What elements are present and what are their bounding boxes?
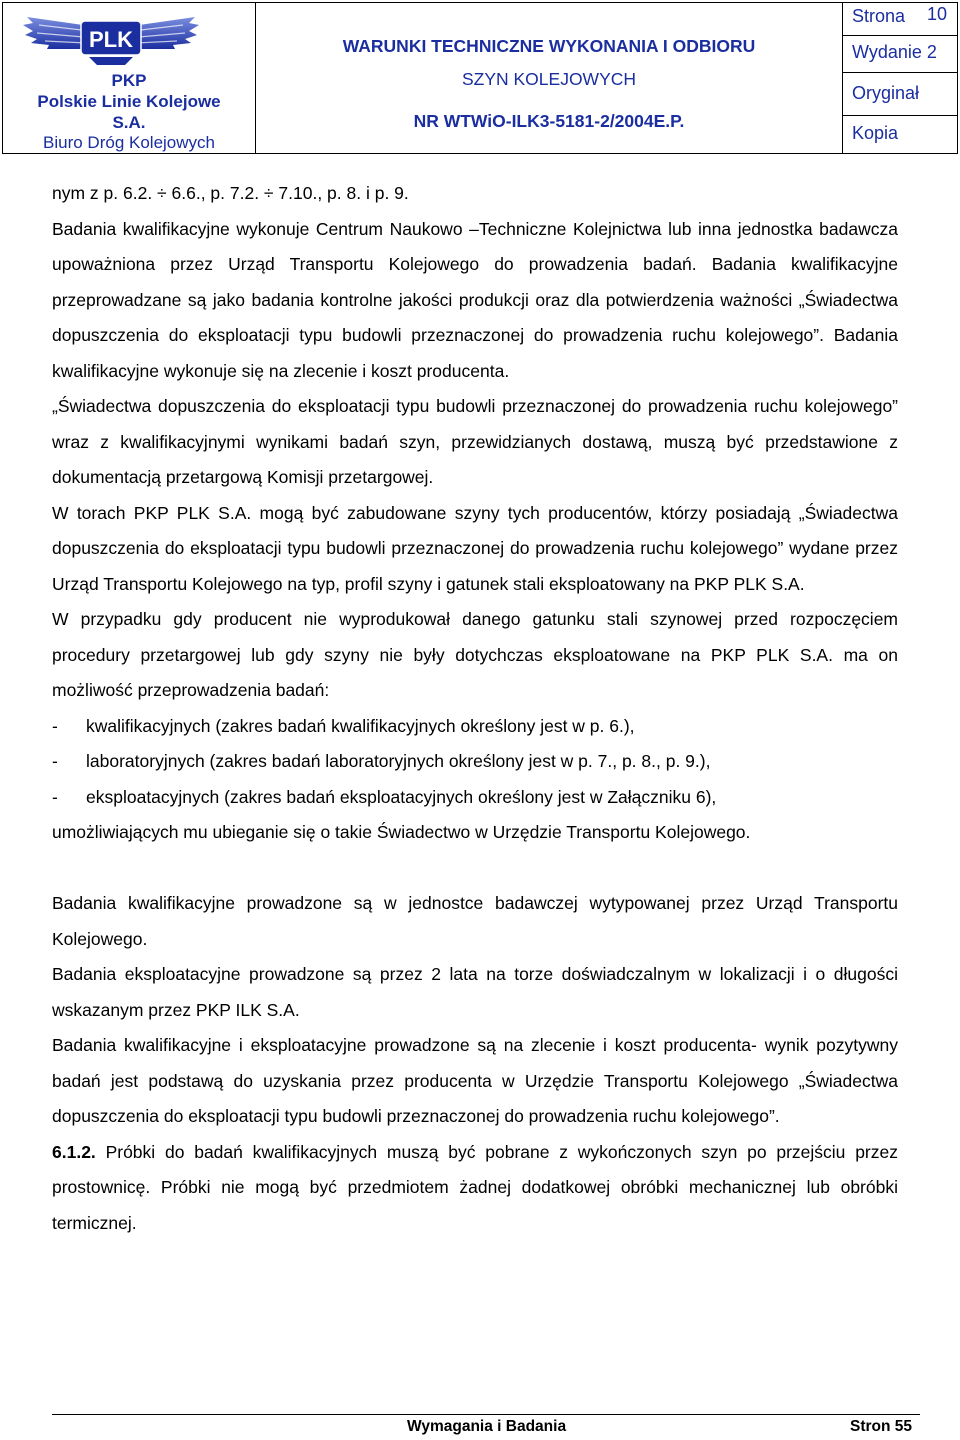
original-info: [843, 73, 957, 116]
list-dash: -: [52, 715, 58, 736]
paragraph-9: Badania kwalifikacyjne i eksploatacyjne prowadzone są na zlecenie i koszt producenta- wynik pozytywny badań jest podstawą do uzyskania przez producenta w Urzędzie Transportu Kolejowego „Świadectwa dopuszczenia do eksploatacji typu budowli przeznaczonej do prowadzenia ruchu kolejowego”.: [52, 1035, 898, 1126]
header-meta-cell: [843, 3, 957, 153]
paragraph-2: Badania kwalifikacyjne wykonuje Centrum Naukowo –Techniczne Kolejnictwa lub inna jednostka badawcza upoważniona przez Urząd Transportu Kolejowego do prowadzenia badań. Badania kwalifikacyjne przeprowadzane są jako badania kontrolne jakości produkcji oraz dla potwierdzenia ważności „Świadectwa dopuszczenia do eksploatacji typu budowli przeznaczonej do prowadzenia ruchu kolejowego”. Badania kwalifikacyjne wykonuje się na zlecenie i koszt producenta.: [52, 218, 898, 381]
org-full-name: Polskie Linie Kolejowe: [37, 92, 221, 111]
edition-label: Wydanie 2: [852, 42, 937, 62]
copy-info: [843, 116, 957, 153]
section-6-1-2: [52, 1135, 898, 1242]
paragraph-6: umożliwiających mu ubieganie się o takie Świadectwo w Urzędzie Transportu Kolejowego.: [52, 822, 751, 842]
list-item-text: kwalifikacyjnych (zakres badań kwalifikacyjnych określony jest w p. 6.),: [86, 715, 635, 736]
document-title-line1: WARUNKI TECHNICZNE WYKONANIA I ODBIORU: [342, 36, 756, 56]
paragraph-4: W torach PKP PLK S.A. mogą być zabudowane szyny tych producentów, którzy posiadają „Świadectwa dopuszczenia do eksploatacji typu budowli przeznaczonej do prowadzenia ruchu kolejowego” wydane przez Urząd Transportu Kolejowego na typ, profil szyny i gatunek stali eksploatowany na PKP PLK S.A.: [52, 502, 898, 594]
list-dash: -: [52, 786, 58, 807]
section-text: Próbki do badań kwalifikacyjnych muszą być pobrane z wykończonych szyn po przejściu przez prostownicę. Próbki nie mogą być przedmiotem żadnej dodatkowej obróbki mechanicznej lub obróbki termicznej.: [52, 1141, 898, 1233]
document-number: NR WTWiO-ILK3-5181-2/2004E.P.: [413, 111, 685, 131]
plk-winged-logo-icon: [19, 7, 203, 69]
org-legal-form: S.A.: [112, 113, 146, 132]
list-item-text: eksploatacyjnych (zakres badań eksploatacyjnych określony jest w Załączniku 6),: [86, 786, 717, 807]
document-body: [52, 176, 898, 1241]
list-item: [52, 780, 898, 816]
original-label: Oryginał: [852, 83, 920, 103]
edition-info: [843, 36, 957, 73]
page-info: [843, 3, 957, 36]
paragraph-gap: [52, 851, 898, 887]
section-number: 6.1.2.: [52, 1141, 96, 1162]
page-number: 10: [927, 4, 948, 24]
paragraph-3: „Świadectwa dopuszczenia do eksploatacji typu budowli przeznaczonej do prowadzenia ruchu kolejowego” wraz z kwalifikacyjnymi wynikami badań szyn, przewidzianych dostawą, muszą być przedstawione z dokumentacją przetargową Komisji przetargowej.: [52, 396, 898, 487]
paragraph-5: W przypadku gdy producent nie wyprodukował danego gatunku stali szynowej przed rozpoczęciem procedury przetargowej lub gdy szyny nie były dotychczas eksploatowane na PKP PLK S.A. ma on możliwość przeprowadzenia badań:: [52, 609, 898, 700]
list-item: [52, 744, 898, 780]
org-short-name: PKP: [111, 71, 147, 90]
org-unit-name: Biuro Dróg Kolejowych: [43, 133, 215, 152]
copy-label: Kopia: [852, 123, 899, 143]
footer-divider: [52, 1414, 920, 1415]
document-header: [2, 2, 958, 154]
footer-section-title: Wymagania i Badania: [407, 1418, 567, 1435]
paragraph-8: Badania eksploatacyjne prowadzone są przez 2 lata na torze doświadczalnym w lokalizacji i o długości wskazanym przez PKP ILK S.A.: [52, 964, 898, 1020]
document-title-line2: SZYN KOLEJOWYCH: [461, 69, 637, 89]
logo-lettering: PLK: [89, 27, 133, 52]
list-item: [52, 709, 898, 745]
test-type-list: [52, 709, 898, 816]
paragraph-7: Badania kwalifikacyjne prowadzone są w jednostce badawczej wytypowanej przez Urząd Transportu Kolejowego.: [52, 893, 898, 949]
paragraph-1: nym z p. 6.2. ÷ 6.6., p. 7.2. ÷ 7.10., p. 8. i p. 9.: [52, 183, 409, 203]
header-title-cell: [256, 3, 843, 153]
list-item-text: laboratoryjnych (zakres badań laboratoryjnych określony jest w p. 7., p. 8., p. 9.),: [86, 751, 711, 771]
footer-page-count: Stron 55: [850, 1418, 913, 1435]
list-dash: -: [52, 751, 58, 771]
page-label: Strona: [852, 6, 906, 26]
header-organization-cell: [3, 3, 256, 153]
